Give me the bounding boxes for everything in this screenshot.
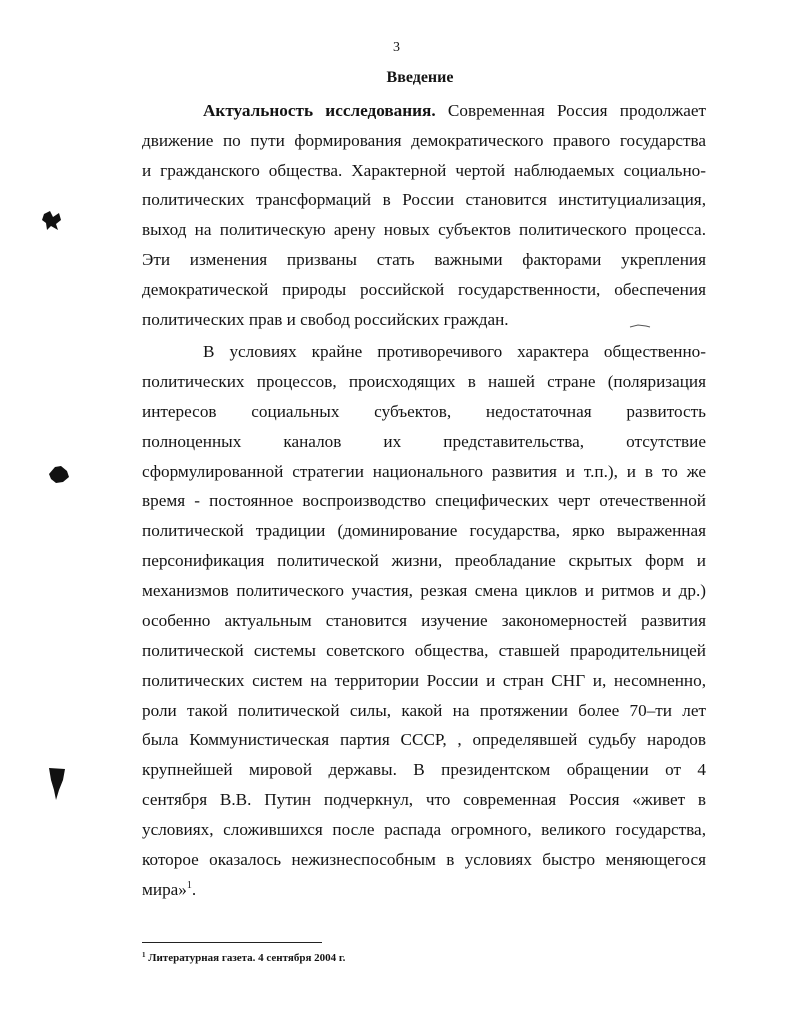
paragraph-2-line: которое оказалось нежизнеспособным в условиях быстро меняющегося [142,850,706,869]
paragraph-1-line: движение по пути формирования демократического правого государства [142,131,706,150]
paragraph-1-line: политических трансформаций в России становится институциализация, [142,190,706,209]
paragraph-2-line: политической традиции (доминирование государства, ярко выраженная [142,521,706,540]
paragraph-2-line [142,880,706,900]
ink-blot-mark [40,208,66,234]
footnote-text: Литературная газета. 4 сентября 2004 г. [148,952,346,964]
paragraph-1-line: политических прав и свобод российских граждан. [142,310,509,329]
paragraph-2-line: особенно актуальным становится изучение закономерностей развития [142,611,706,630]
paragraph-2-line: персонификация политической жизни, преобладание скрытых форм и [142,551,706,570]
line-text: Современная Россия продолжает [447,101,706,120]
paragraph-2-line: сформулированной стратегии национального развития и т.п.), и в то же [142,462,706,481]
paragraph-1-line: выход на политическую арену новых субъектов политического процесса. [142,220,706,239]
page-heading: Введение [386,69,454,86]
paragraph-lead: Актуальность исследования. [203,101,436,120]
footnote-reference[interactable]: 1 [186,880,192,891]
paragraph-2-line: была Коммунистическая партия СССР, , определявшей судьбу народов [142,730,706,749]
paragraph-2-line: механизмов политического участия, резкая смена циклов и ритмов и др.) [142,581,706,600]
paragraph-2-line: политической системы советского общества, ставшей прародительницей [142,641,706,660]
ink-blot-mark [46,462,72,486]
paragraph-2-line: политических систем на территории России и стран СНГ и, несомненно, [142,671,706,690]
paragraph-2-line: крупнейшей мировой державы. В президентском обращении от 4 [142,760,706,779]
line-text: мира» [142,880,187,899]
paragraph-2-line: время - постоянное воспроизводство специфических черт отечественной [142,491,706,510]
paragraph-1-line: и гражданского общества. Характерной чертой наблюдаемых социально- [142,161,706,180]
footnote-divider [142,942,322,943]
paragraph-1-line [203,101,706,121]
paragraph-2-line: интересов социальных субъектов, недостаточная развитость [142,402,706,421]
ink-blot-mark [46,766,68,802]
footnote-number: 1 [142,951,146,959]
paragraph-1-line: демократической природы российской государственности, обеспечения [142,280,706,299]
paragraph-1-line: Эти изменения призваны стать важными факторами укрепления [142,250,706,269]
paragraph-2-line: сентября В.В. Путин подчеркнул, что современная Россия «живет в [142,790,706,809]
end-punctuation: . [191,880,197,899]
paragraph-2-line: роли такой политической силы, какой на протяжении более 70–ти лет [142,701,706,720]
paragraph-2-line: условиях, сложившихся после распада огромного, великого государства, [142,820,706,839]
paragraph-2-line: В условиях крайне противоречивого характера общественно- [203,342,706,361]
scan-speck-mark [628,322,652,330]
footnote [142,952,345,964]
page-number: 3 [393,40,400,55]
paragraph-2-line: полноценных каналов их представительства, отсутствие [142,432,706,451]
paragraph-2-line: политических процессов, происходящих в нашей стране (поляризация [142,372,706,391]
